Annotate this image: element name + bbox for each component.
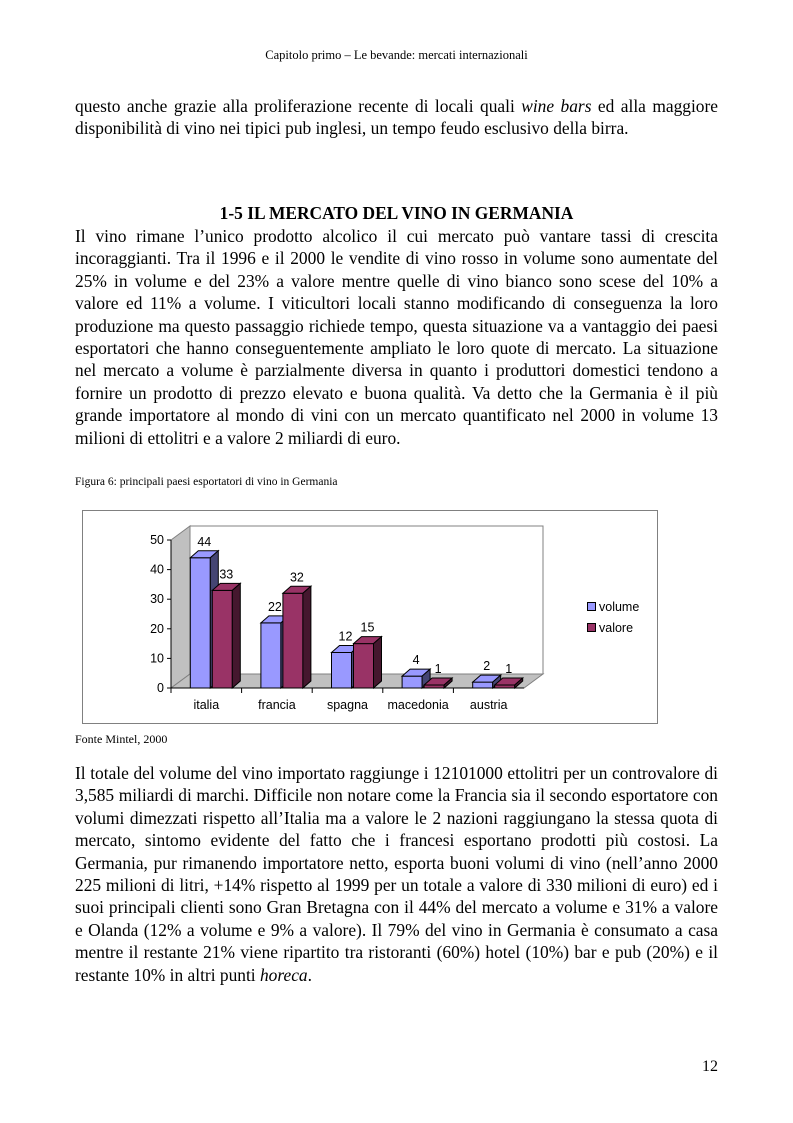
legend-item-valore bbox=[587, 617, 659, 638]
legend-label-valore: valore bbox=[599, 620, 634, 635]
bar-front bbox=[402, 676, 422, 688]
bar-front bbox=[332, 652, 352, 688]
bar-front bbox=[261, 623, 281, 688]
bar-valore-spagna bbox=[354, 637, 382, 688]
chart-frame bbox=[82, 510, 658, 724]
data-label-volume-francia: 22 bbox=[267, 599, 282, 614]
bar-chart bbox=[83, 511, 659, 725]
paragraph-import-text-b: . bbox=[307, 964, 312, 985]
x-tick-label: spagna bbox=[326, 698, 369, 712]
chart-legend bbox=[587, 596, 659, 638]
paragraph-germany-market: Il vino rimane l’unico prodotto alcolico il cui mercato può vantare tassi di crescita incoraggianti. Tra il 1996 e il 2000 le vendite di vino rosso in volume sono aumentate del 25% in volume e del 23% a valore mentre quelle di vino bianco sono scese del 10% a valore ed 11% a volume. I viticultori locali stanno modificando di conseguenza la loro produzione ma questo passaggio richiede tempo, questa situazione va a vantaggio dei paesi esportatori che hanno conseguentemente ampliato le loro quote di mercato. La situazione nel mercato a volume è parzialmente diversa in quanto i produttori domestici tendono a fornire un prodotto di prezzo elevato e buona qualità. Va detto che la Germania è il più grande importatore al mondo di vini con un mercato quantificato nel 2000 in volume 13 milioni di ettolitri e a valore 2 miliardi di euro. bbox=[75, 226, 718, 448]
paragraph-import-text-a: Il totale del volume del vino importato raggiunge i 12101000 ettolitri per un controvalore di 3,585 miliardi di marchi. Difficile non notare come la Francia sia il secondo esportatore con volumi dimezzati rispetto all’Italia ma a valore le 2 nazioni raggiungano la stessa quota di mercato, sintomo evidente del fatto che i francesi esportano prodotti più costosi. La Germania, pur rimanendo importatore netto, esporta buoni volumi di vino (nell’anno 2000 225 milioni di litri, +14% rispetto al 1999 per un totale a valore di 330 milioni di euro) ed i suoi principali clienti sono Gran Bretagna con il 44% del mercato a volume e 31% a valore e Olanda (12% a volume e 9% a valore). Il 79% del vino in Germania è consumato a casa mentre il restante 21% viene ripartito tra ristoranti (60%) hotel (10%) bar e pub (20%) e il restante 10% in altri punti bbox=[75, 763, 718, 985]
bar-side bbox=[232, 583, 240, 688]
x-tick-label: austria bbox=[469, 698, 508, 712]
legend-label-volume: volume bbox=[599, 599, 640, 614]
y-tick-label: 50 bbox=[150, 533, 164, 547]
bar-front bbox=[283, 593, 303, 688]
data-label-valore-macedonia: 1 bbox=[434, 662, 442, 677]
bar-front bbox=[190, 558, 210, 688]
bar-side bbox=[303, 586, 311, 688]
bar-front bbox=[473, 682, 493, 688]
data-label-valore-francia: 32 bbox=[289, 570, 304, 585]
section-heading: 1-5 IL MERCATO DEL VINO IN GERMANIA bbox=[219, 203, 574, 223]
paragraph-intro-text-a: questo anche grazie alla proliferazione recente di locali quali bbox=[75, 96, 522, 116]
data-label-valore-austria: 1 bbox=[505, 662, 513, 677]
page-number: 12 bbox=[702, 1058, 718, 1075]
bar-front bbox=[354, 644, 374, 688]
bar-front bbox=[212, 590, 232, 688]
horeca-term: horeca bbox=[259, 964, 308, 985]
y-tick-label: 20 bbox=[150, 621, 164, 636]
legend-swatch-volume bbox=[587, 602, 596, 611]
running-head: Capitolo primo – Le bevande: mercati internazionali bbox=[265, 48, 528, 62]
legend-swatch-valore bbox=[587, 623, 596, 632]
data-label-volume-macedonia: 4 bbox=[412, 653, 420, 668]
x-tick-label: italia bbox=[193, 698, 220, 712]
paragraph-intro-text-b: ed alla maggiore disponibilità di vino nei tipici pub inglesi, un tempo feudo esclusivo della birra. bbox=[75, 96, 719, 139]
y-tick-label: 0 bbox=[157, 681, 164, 695]
wine-bars-term: wine bars bbox=[521, 96, 592, 116]
bar-valore-francia bbox=[283, 586, 311, 688]
chart-side-wall bbox=[171, 526, 190, 688]
data-label-valore-italia: 33 bbox=[219, 567, 234, 582]
y-tick-label: 30 bbox=[150, 592, 164, 607]
x-tick-label: macedonia bbox=[387, 698, 449, 712]
data-label-volume-italia: 44 bbox=[197, 534, 212, 549]
data-label-volume-spagna: 12 bbox=[338, 629, 353, 644]
paragraph-import-totals bbox=[75, 762, 718, 986]
bar-side bbox=[374, 637, 382, 688]
y-tick-label: 10 bbox=[150, 651, 164, 666]
paragraph-intro bbox=[75, 95, 718, 140]
bar-valore-italia bbox=[212, 583, 240, 688]
figure-caption: Figura 6: principali paesi esportatori di vino in Germania bbox=[75, 476, 338, 488]
figure-source: Fonte Mintel, 2000 bbox=[75, 732, 168, 746]
legend-item-volume bbox=[587, 596, 659, 617]
data-label-valore-spagna: 15 bbox=[360, 620, 375, 635]
y-tick-label: 40 bbox=[150, 562, 164, 577]
data-label-volume-austria: 2 bbox=[483, 659, 491, 674]
x-tick-label: francia bbox=[258, 698, 296, 712]
